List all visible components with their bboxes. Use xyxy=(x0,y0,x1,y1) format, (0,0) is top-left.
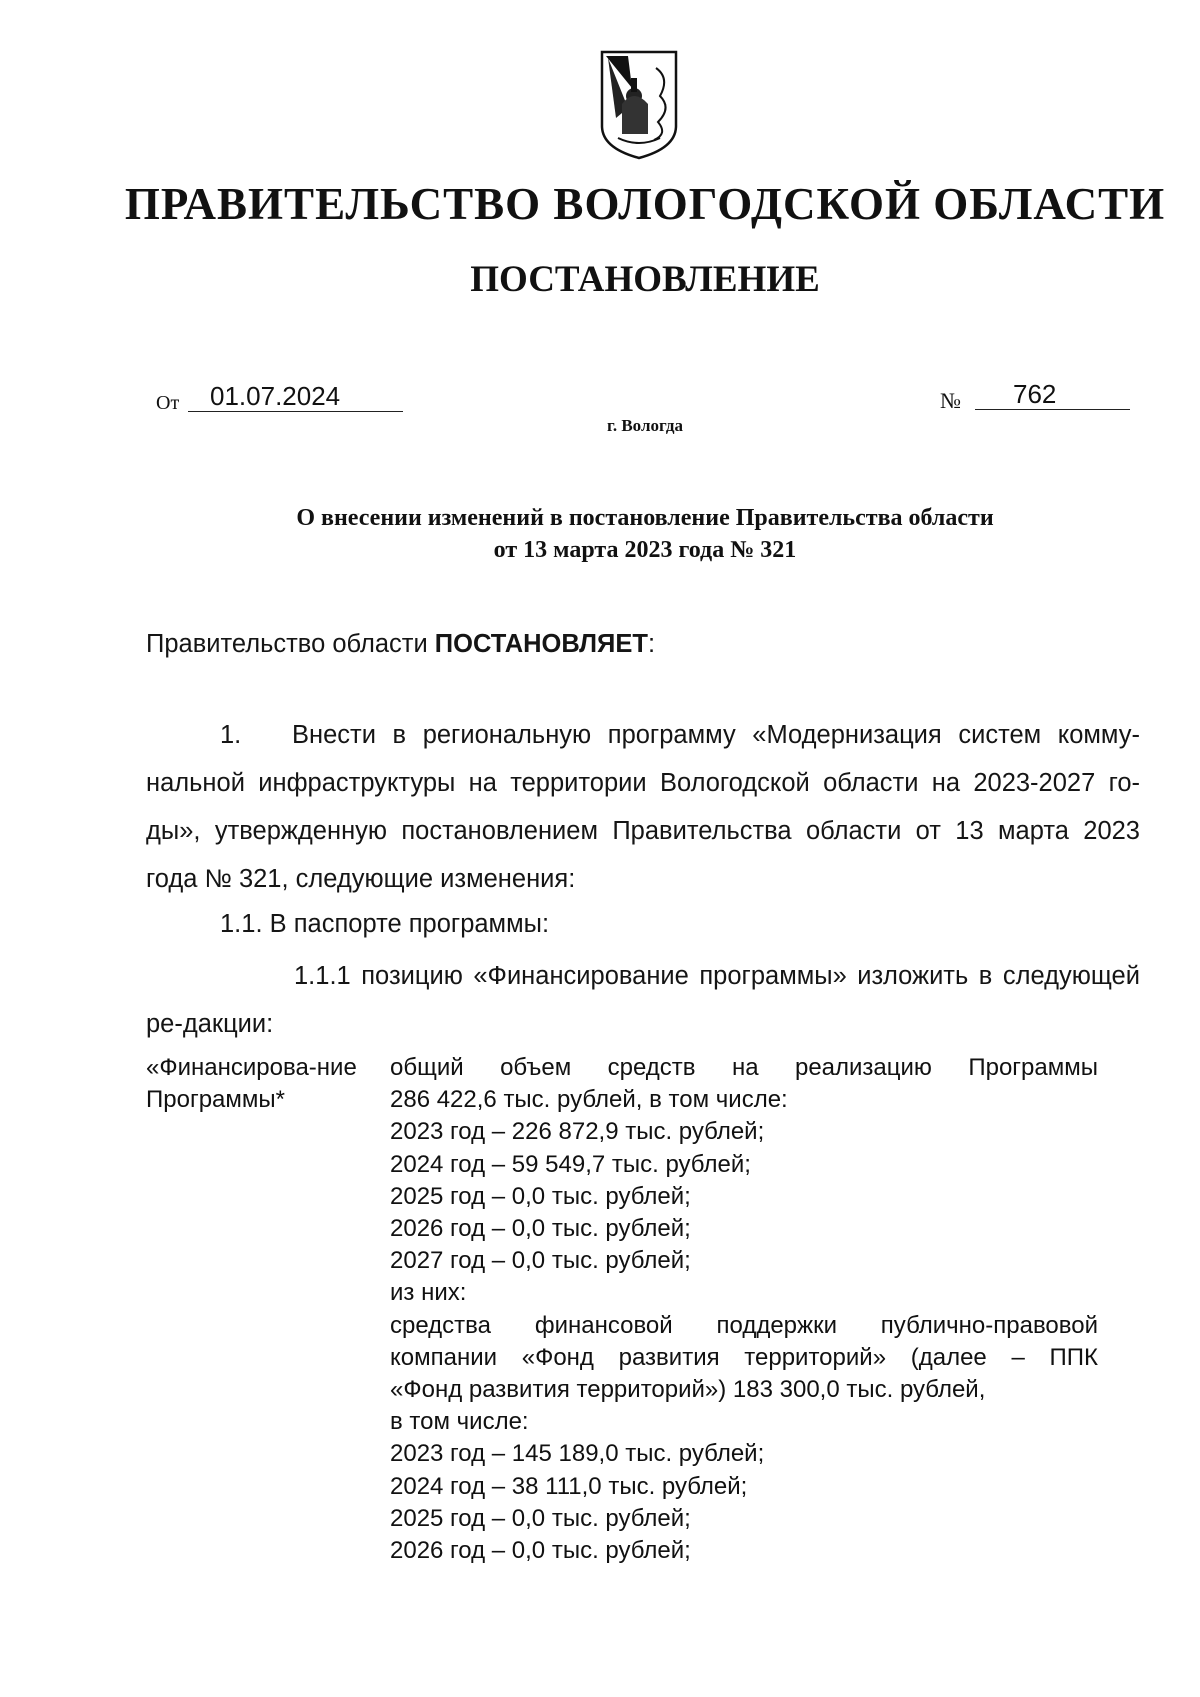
date-label: От xyxy=(156,392,180,414)
document-type-title: ПОСТАНОВЛЕНИЕ xyxy=(470,259,820,300)
financing-details xyxy=(390,1052,1098,1567)
paragraph-1-text: Внести в региональную программу «Модернизация систем комму-нальной инфраструктуры на территории Вологодской области на 2023-2027 го-ды», утвержденную постановлением Правительства области от 13 марта 2023 года № 321, следующие изменения: xyxy=(146,721,1140,893)
subject-line-2: от 13 марта 2023 года № 321 xyxy=(493,537,797,563)
document-subject xyxy=(0,502,1200,566)
paragraph-1-1-1 xyxy=(146,952,1140,1048)
document-date: 01.07.2024 xyxy=(188,380,403,412)
subject-line-1: О внесении изменений в постановление Правительства области xyxy=(296,505,994,531)
financing-line: 2026 год – 0,0 тыс. рублей; xyxy=(390,1215,691,1243)
paragraph-1-1: 1.1. В паспорте программы: xyxy=(220,910,550,938)
financing-line: из них: xyxy=(390,1279,467,1307)
financing-line: 2026 год – 0,0 тыс. рублей; xyxy=(390,1537,691,1565)
coat-of-arms-icon xyxy=(598,48,680,160)
intro-colon: : xyxy=(647,630,656,658)
document-number: 762 xyxy=(975,378,1130,410)
financing-line: 2024 год – 59 549,7 тыс. рублей; xyxy=(390,1150,751,1178)
resolution-intro xyxy=(146,630,1140,659)
paragraph-1-1-1-text: 1.1.1 позицию «Финансирование программы» изложить в следующей ре-дакции: xyxy=(146,962,1140,1038)
financing-line: 2027 год – 0,0 тыс. рублей; xyxy=(390,1247,691,1275)
number-label: № xyxy=(940,388,961,413)
financing-line: средства финансовой поддержки публично-правовой xyxy=(390,1311,1098,1339)
financing-line: «Фонд развития территорий») 183 300,0 тыс. рублей, xyxy=(390,1376,986,1404)
financing-label: «Финансирова-ние Программы* xyxy=(146,1054,357,1113)
financing-line: 2023 год – 226 872,9 тыс. рублей; xyxy=(390,1118,765,1146)
paragraph-1 xyxy=(146,711,1140,903)
financing-line: 286 422,6 тыс. рублей, в том числе: xyxy=(390,1086,788,1114)
intro-text: Правительство области xyxy=(146,630,435,658)
financing-line: 2025 год – 0,0 тыс. рублей; xyxy=(390,1182,691,1210)
intro-keyword: ПОСТАНОВЛЯЕТ xyxy=(434,630,648,658)
financing-line: 2025 год – 0,0 тыс. рублей; xyxy=(390,1504,691,1532)
financing-line: 2024 год – 38 111,0 тыс. рублей; xyxy=(390,1472,748,1500)
financing-line: компании «Фонд развития территорий» (далее – ППК xyxy=(390,1343,1098,1371)
financing-line: общий объем средств на реализацию Программы xyxy=(390,1054,1098,1081)
city-name: г. Вологда xyxy=(607,416,683,435)
financing-line: 2023 год – 145 189,0 тыс. рублей; xyxy=(390,1440,765,1468)
financing-line: в том числе: xyxy=(390,1408,529,1436)
government-title: ПРАВИТЕЛЬСТВО ВОЛОГОДСКОЙ ОБЛАСТИ xyxy=(124,179,1166,229)
paragraph-1-number: 1. xyxy=(220,721,242,749)
